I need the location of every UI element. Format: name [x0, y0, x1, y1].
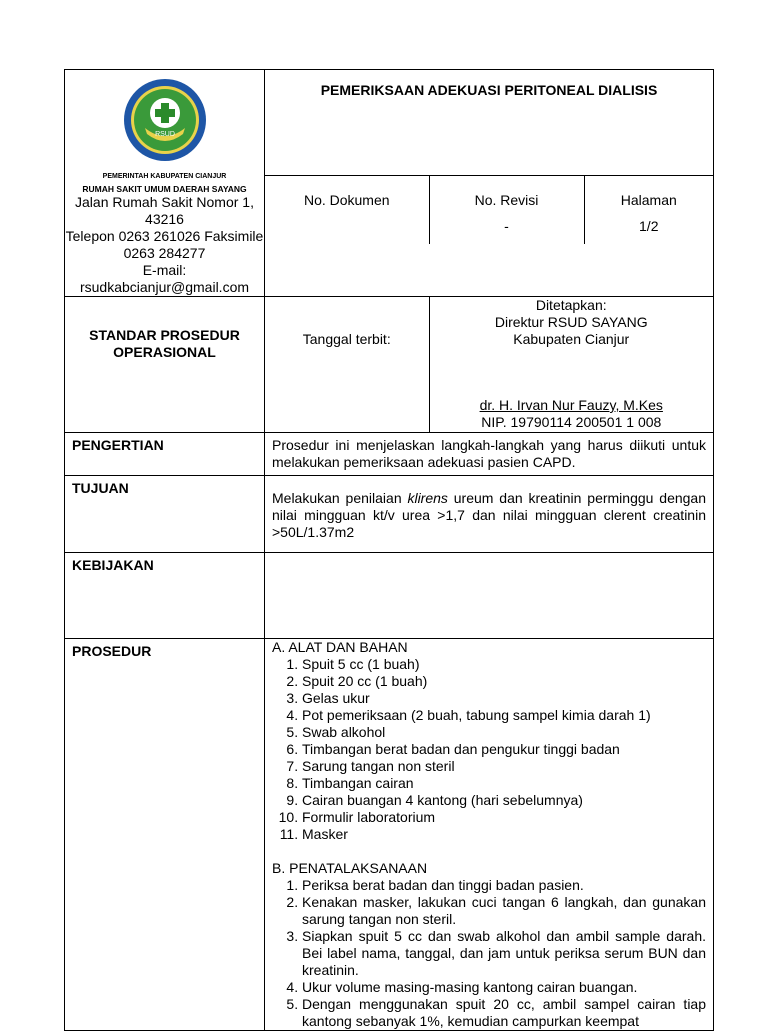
revision-label: No. Revisi: [474, 191, 539, 208]
alat-bahan-item: 11. Masker: [302, 826, 706, 843]
issue-date-cell: [265, 297, 429, 432]
hospital-header-cell: [65, 70, 265, 297]
document-title: PEMERIKSAAN ADEKUASI PERITONEAL DIALISIS: [265, 70, 714, 176]
approval-line-1: Ditetapkan:: [535, 297, 607, 313]
alat-bahan-item: 10. Formulir laboratorium: [302, 809, 706, 826]
alat-bahan-item: 7. Sarung tangan non steril: [302, 758, 706, 775]
revision-value: -: [504, 217, 509, 234]
penatalaksanaan-item: 5. Dengan menggunakan spuit 20 cc, ambil sampel cairan tiap kantong sebanyak 1%, kemudian campurkan keempat: [302, 996, 706, 1030]
sop-document: [64, 69, 714, 1031]
page-cell: [584, 176, 713, 244]
page-label: Halaman: [620, 191, 677, 208]
alat-bahan-list: [272, 656, 706, 843]
kebijakan-text: [265, 553, 714, 639]
signer-nip: NIP. 19790114 200501 1 008: [481, 414, 662, 430]
tujuan-text: Melakukan penilaian klirens ureum dan kreatinin perminggu dengan nilai mingguan kt/v urea >1,7 dan nilai mingguan clerent creatinin >50L/1.37m2: [265, 476, 714, 553]
tujuan-label: TUJUAN: [65, 476, 265, 553]
signer-name: dr. H. Irvan Nur Fauzy, M.Kes: [479, 397, 663, 413]
doc-number-cell: [265, 176, 429, 244]
prosedur-content: [265, 639, 714, 1031]
page-value: 1/2: [639, 217, 659, 234]
revision-cell: [429, 176, 584, 244]
doc-number-label: No. Dokumen: [303, 191, 390, 208]
klirens-term: klirens: [407, 490, 448, 506]
org-address: Jalan Rumah Sakit Nomor 1, 43216: [75, 194, 254, 227]
section-a-title: A. ALAT DAN BAHAN: [272, 639, 408, 655]
kebijakan-label: KEBIJAKAN: [65, 553, 265, 639]
org-line-2: RUMAH SAKIT UMUM DAERAH SAYANG: [82, 184, 247, 194]
alat-bahan-item: 2. Spuit 20 cc (1 buah): [302, 673, 706, 690]
issue-date-label: Tanggal terbit:: [302, 331, 391, 347]
alat-bahan-item: 6. Timbangan berat badan dan pengukur tinggi badan: [302, 741, 706, 758]
sop-title-line-2: OPERASIONAL: [113, 344, 216, 360]
sop-title-line-1: STANDAR PROSEDUR: [89, 327, 240, 343]
org-line-1: PEMERINTAH KABUPATEN CIANJUR: [102, 173, 227, 180]
org-phone: Telepon 0263 261026 Faksimile 0263 284277: [65, 228, 264, 261]
alat-bahan-item: 8. Timbangan cairan: [302, 775, 706, 792]
hospital-logo: [123, 78, 207, 162]
penatalaksanaan-item: 2. Kenakan masker, lakukan cuci tangan 6 langkah, dan gunakan sarung tangan non steril.: [302, 894, 706, 928]
org-email: E-mail: rsudkabcianjur@gmail.com: [79, 262, 250, 295]
approval-line-2: Direktur RSUD SAYANG: [494, 314, 648, 330]
alat-bahan-item: 1. Spuit 5 cc (1 buah): [302, 656, 706, 673]
penatalaksanaan-item: 4. Ukur volume masing-masing kantong cairan buangan.: [302, 979, 706, 996]
section-b-title: B. PENATALAKSANAAN: [272, 860, 428, 876]
svg-text:RSUD: RSUD: [154, 131, 175, 138]
sop-title-cell: [65, 297, 265, 433]
penatalaksanaan-item: 1. Periksa berat badan dan tinggi badan pasien.: [302, 877, 706, 894]
penatalaksanaan-list: [272, 877, 706, 1030]
pengertian-text: Prosedur ini menjelaskan langkah-langkah yang harus diikuti untuk melakukan pemeriksaan adekuasi pasien CAPD.: [265, 433, 714, 476]
pengertian-label: PENGERTIAN: [65, 433, 265, 476]
alat-bahan-item: 5. Swab alkohol: [302, 724, 706, 741]
penatalaksanaan-item: 3. Siapkan spuit 5 cc dan swab alkohol dan ambil sample darah. Bei label nama, tanggal, dan jam untuk periksa serum BUN dan kreatinin.: [302, 928, 706, 979]
alat-bahan-item: 9. Cairan buangan 4 kantong (hari sebelumnya): [302, 792, 706, 809]
alat-bahan-item: 3. Gelas ukur: [302, 690, 706, 707]
approval-line-3: Kabupaten Cianjur: [513, 331, 630, 347]
approval-cell: [429, 297, 713, 432]
alat-bahan-item: 4. Pot pemeriksaan (2 buah, tabung sampel kimia darah 1): [302, 707, 706, 724]
prosedur-label: PROSEDUR: [65, 639, 265, 1031]
